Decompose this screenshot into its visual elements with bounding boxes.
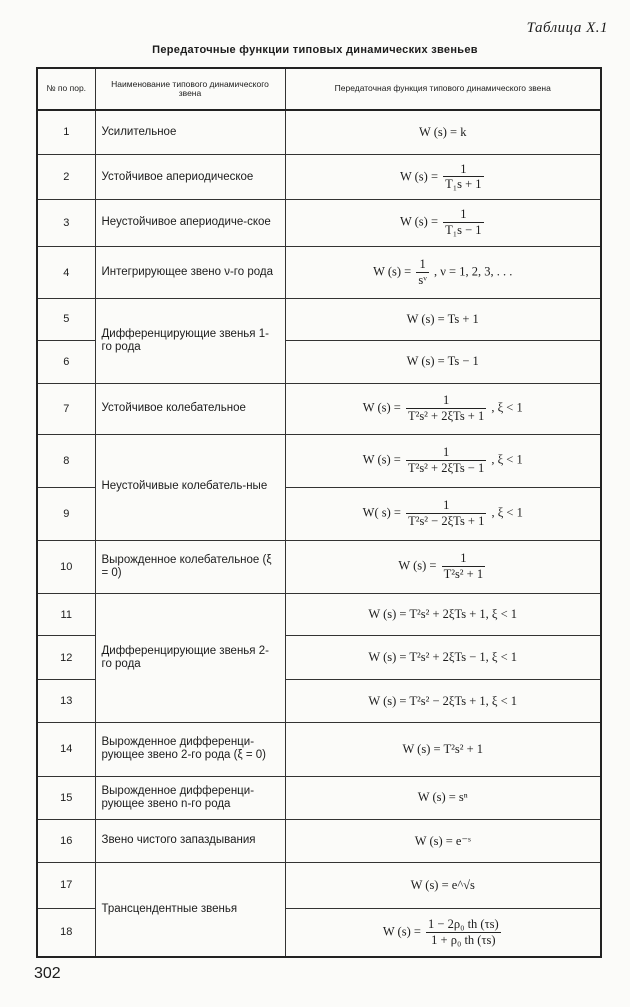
row-num: 14: [37, 723, 95, 777]
row-formula: [285, 488, 601, 540]
row-num: 9: [37, 488, 95, 540]
table-header-row: [37, 68, 601, 110]
formula-lhs: W (s) =: [382, 924, 421, 939]
table-row: [37, 384, 601, 434]
row-num: 3: [37, 200, 95, 246]
table-row: [37, 299, 601, 340]
row-name: Неустойчивые колебатель-ные: [95, 434, 285, 540]
row-name: Дифференцирующие звенья 2-го рода: [95, 594, 285, 723]
row-formula: [285, 434, 601, 488]
row-formula: W (s) = Ts − 1: [285, 340, 601, 383]
row-formula: [285, 908, 601, 957]
row-name: Вырожденное дифференци-рующее звено n-го рода: [95, 776, 285, 819]
table-row: [37, 776, 601, 819]
fraction: [426, 918, 501, 947]
row-formula: [285, 154, 601, 199]
fraction-denominator: T²s² + 2ξTs + 1: [407, 408, 485, 423]
fraction: [406, 446, 486, 475]
formula-lhs: W (s) =: [362, 400, 401, 415]
fraction: [406, 499, 486, 528]
row-name: Усилительное: [95, 110, 285, 154]
fraction-numerator: 1: [443, 498, 450, 513]
fraction-numerator: 1: [442, 393, 450, 408]
table-row: [37, 820, 601, 862]
fraction-denominator: T²s² − 2ξTs + 1: [408, 513, 485, 528]
formula-lhs: W (s) =: [398, 558, 437, 573]
formula-lhs: W (s) =: [362, 452, 401, 467]
table-row: [37, 594, 601, 636]
header-num: № по пор.: [37, 68, 95, 110]
row-num: 7: [37, 384, 95, 434]
table-row: [37, 540, 601, 594]
row-num: 11: [37, 594, 95, 636]
row-num: 15: [37, 776, 95, 819]
row-formula: [285, 246, 601, 298]
formula-rhs: , ξ < 1: [491, 505, 523, 520]
row-name: Устойчивое апериодическое: [95, 154, 285, 199]
row-name: Вырожденное колебательное (ξ = 0): [95, 540, 285, 594]
row-num: 1: [37, 110, 95, 154]
fraction-denominator: T₁s − 1: [445, 223, 482, 238]
row-name: Звено чистого запаздывания: [95, 820, 285, 862]
row-name: Интегрирующее звено ν-го рода: [95, 246, 285, 298]
table-row: [37, 434, 601, 488]
fraction-denominator: T₁s + 1: [445, 177, 482, 192]
formula-rhs: , ξ < 1: [491, 400, 523, 415]
formula-rhs: , ν = 1, 2, 3, . . .: [434, 264, 513, 279]
table-label: Таблица X.1: [526, 20, 608, 36]
formula-lhs: W (s) =: [399, 168, 438, 183]
row-num: 8: [37, 434, 95, 488]
fraction-numerator: 1: [460, 551, 467, 566]
page-number: 302: [34, 965, 61, 982]
row-formula: W (s) = k: [285, 110, 601, 154]
row-formula: [285, 384, 601, 434]
formula-lhs: W (s) =: [399, 214, 438, 229]
header-name: Наименование типового динамического звена: [95, 68, 285, 110]
fraction-numerator: 1: [460, 207, 467, 222]
fraction-numerator: 1 − 2ρ₀ th (τs): [428, 916, 499, 931]
row-num: 10: [37, 540, 95, 594]
table-row: [37, 723, 601, 777]
row-num: 16: [37, 820, 95, 862]
row-num: 4: [37, 246, 95, 298]
transfer-functions-table: [36, 67, 602, 958]
fraction-denominator: sᵛ: [418, 272, 427, 287]
row-name: Устойчивое колебательное: [95, 384, 285, 434]
fraction-numerator: 1: [460, 161, 467, 176]
row-num: 17: [37, 862, 95, 908]
row-name: Трансцендентные звенья: [95, 862, 285, 957]
fraction-numerator: 1: [419, 256, 426, 271]
row-num: 5: [37, 299, 95, 340]
row-name: Вырожденное дифференци-рующее звено 2-го рода (ξ = 0): [95, 723, 285, 777]
table-caption: Передаточные функции типовых динамических звеньев: [152, 44, 478, 56]
row-formula: W (s) = T²s² + 2ξTs + 1, ξ < 1: [285, 594, 601, 636]
fraction-denominator: 1 + ρ₀ th (τs): [426, 932, 501, 947]
table-row: [37, 246, 601, 298]
table-row: [37, 154, 601, 199]
row-num: 18: [37, 908, 95, 957]
formula-lhs: W (s) =: [373, 264, 412, 279]
fraction-denominator: T²s² + 1: [443, 566, 484, 581]
formula-rhs: , ξ < 1: [491, 452, 523, 467]
formula-lhs: W( s) =: [362, 505, 401, 520]
row-num: 12: [37, 636, 95, 679]
row-num: 13: [37, 679, 95, 722]
table-row: [37, 200, 601, 246]
row-formula: W (s) = T²s² − 2ξTs + 1, ξ < 1: [285, 679, 601, 722]
row-num: 6: [37, 340, 95, 383]
row-formula: [285, 200, 601, 246]
fraction: [443, 163, 483, 192]
fraction: [416, 258, 429, 287]
row-formula: W (s) = T²s² + 2ξTs − 1, ξ < 1: [285, 636, 601, 679]
row-formula: W (s) = e^√s: [285, 862, 601, 908]
fraction: [442, 552, 486, 581]
row-formula: W (s) = sⁿ: [285, 776, 601, 819]
fraction: [406, 394, 486, 423]
row-formula: W (s) = T²s² + 1: [285, 723, 601, 777]
row-num: 2: [37, 154, 95, 199]
table-row: [37, 862, 601, 908]
fraction-numerator: 1: [442, 445, 450, 460]
table-row: [37, 110, 601, 154]
row-formula: W (s) = Ts + 1: [285, 299, 601, 340]
header-formula: Передаточная функция типового динамического звена: [285, 68, 601, 110]
row-name: Дифференцирующие звенья 1-го рода: [95, 299, 285, 384]
fraction: [443, 208, 483, 237]
row-name: Неустойчивое апериодиче-ское: [95, 200, 285, 246]
row-formula: W (s) = e⁻ˢ: [285, 820, 601, 862]
fraction-denominator: T²s² + 2ξTs − 1: [407, 460, 485, 475]
row-formula: [285, 540, 601, 594]
